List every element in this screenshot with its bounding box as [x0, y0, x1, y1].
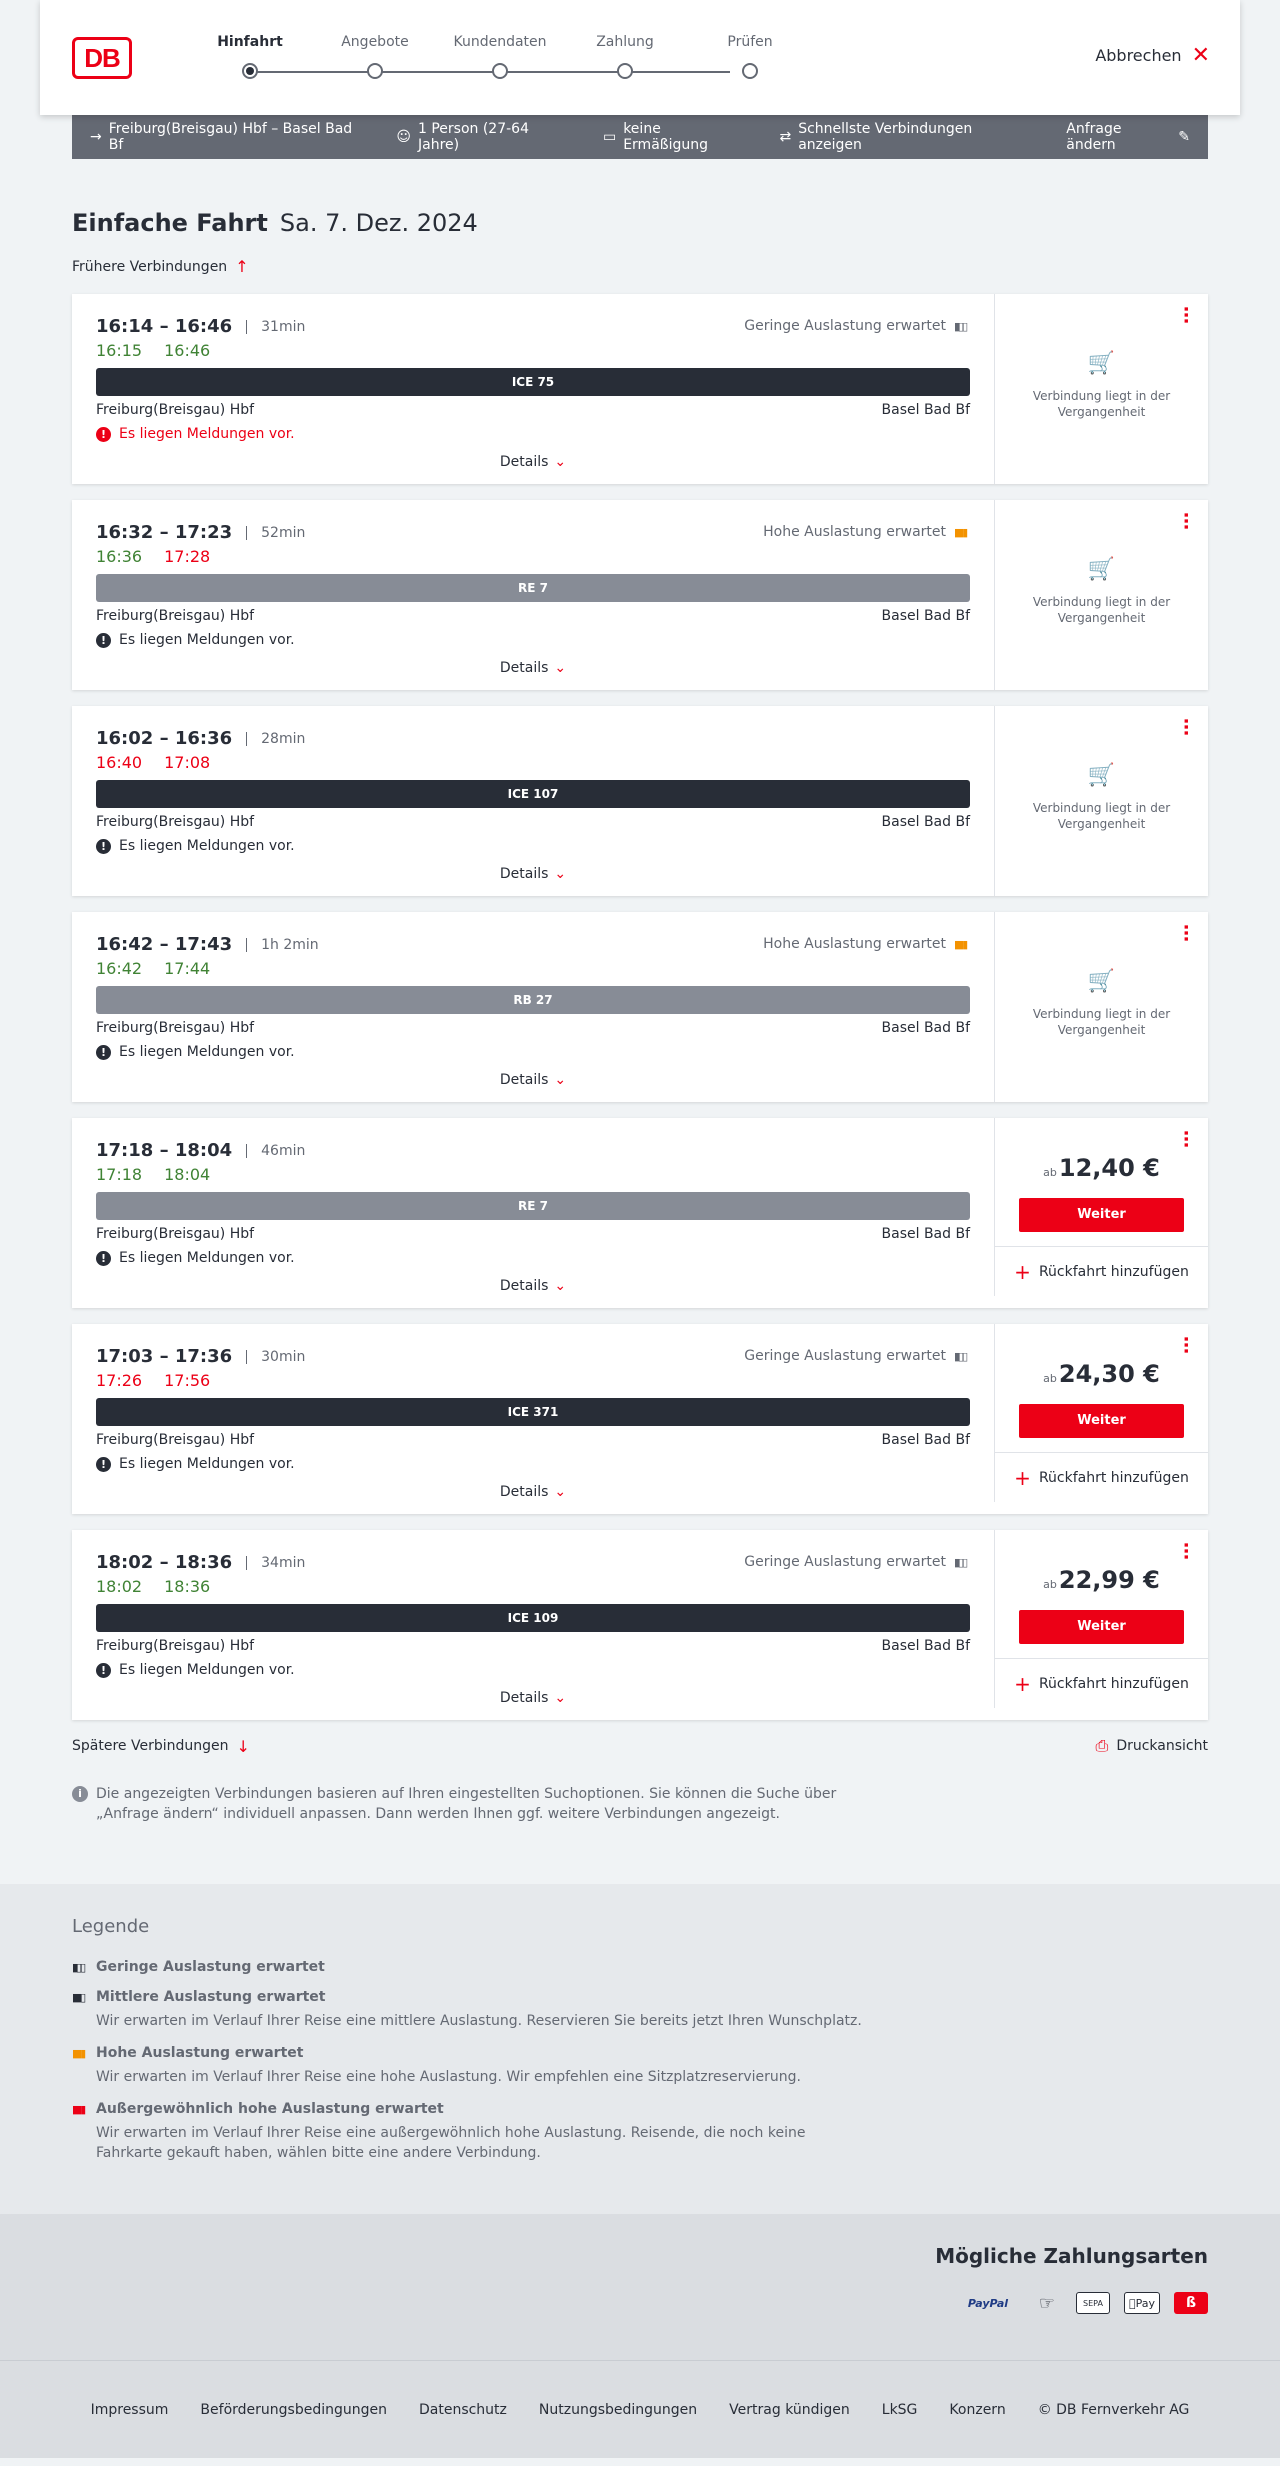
- past-connection-note: 🛒 Verbindung liegt in der Vergangenheit: [995, 974, 1208, 1038]
- payment-methods-title: Mögliche Zahlungsarten: [935, 2244, 1208, 2268]
- details-toggle[interactable]: Details ⌄: [499, 1278, 567, 1294]
- plus-icon: +: [1014, 1465, 1031, 1490]
- later-connections-link[interactable]: Spätere Verbindungen ↓: [72, 1736, 250, 1756]
- cart-icon: 🛒: [1087, 351, 1116, 376]
- connection-details: [72, 706, 994, 896]
- train-bar[interactable]: ICE 371: [96, 1398, 970, 1426]
- step-angebote: Angebote: [315, 34, 435, 79]
- legend-section: [0, 1884, 1280, 2214]
- search-summary-bar: [72, 115, 1208, 159]
- swap-icon: ⇄: [779, 129, 792, 145]
- origin-station: Freiburg(Breisgau) Hbf: [96, 1432, 255, 1448]
- footer-link-befoerderungsbedingungen[interactable]: Beförderungsbedingungen: [200, 2401, 387, 2418]
- credit-card-icon: ☞: [1038, 2292, 1056, 2314]
- realtime-departure: 16:42: [96, 959, 143, 978]
- past-connection-note: 🛒 Verbindung liegt in der Vergangenheit: [995, 768, 1208, 832]
- chevron-down-icon: ⌄: [554, 660, 567, 676]
- disruption-message: ! Es liegen Meldungen vor.: [96, 632, 970, 648]
- occupancy-high-icon: ▮▮▮: [954, 525, 967, 539]
- disruption-message: ! Es liegen Meldungen vor.: [96, 1456, 970, 1472]
- chevron-down-icon: ⌄: [554, 1278, 567, 1294]
- add-return-button[interactable]: + Rückfahrt hinzufügen: [995, 1246, 1208, 1296]
- disruption-message: ! Es liegen Meldungen vor.: [96, 1250, 970, 1266]
- train-bar[interactable]: RE 7: [96, 574, 970, 602]
- schedule-times: 18:02 – 18:36 34min: [96, 1552, 306, 1573]
- realtime-arrival: 16:46: [164, 341, 211, 360]
- travel-date: Sa. 7. Dez. 2024: [279, 209, 478, 237]
- origin-station: Freiburg(Breisgau) Hbf: [96, 814, 255, 830]
- card-icon: ▭: [602, 129, 617, 145]
- destination-station: Basel Bad Bf: [881, 1638, 970, 1654]
- details-toggle[interactable]: Details ⌄: [499, 866, 567, 882]
- page-footer: [0, 2360, 1280, 2458]
- destination-station: Basel Bad Bf: [881, 1432, 970, 1448]
- chevron-down-icon: ⌄: [554, 866, 567, 882]
- origin-station: Freiburg(Breisgau) Hbf: [96, 1226, 255, 1242]
- connection-details: [72, 1530, 994, 1720]
- connection-details: [72, 1118, 994, 1308]
- legend-item-medium: ▮▮▯ Mittlere Auslastung erwartet Wir erwarten im Verlauf Ihrer Reise eine mittlere Auslastung. Reservieren Sie bereits jetzt Ihren Wunschplatz.: [72, 1989, 862, 2029]
- arrow-right-icon: →: [90, 129, 102, 145]
- destination-station: Basel Bad Bf: [881, 1020, 970, 1036]
- duration: 34min: [261, 1554, 306, 1571]
- alert-icon: !: [96, 1251, 111, 1266]
- footer-link-impressum[interactable]: Impressum: [90, 2401, 169, 2418]
- edit-search-button[interactable]: Anfrage ändern ✎: [1066, 121, 1190, 153]
- pencil-icon: ✎: [1178, 129, 1190, 145]
- train-bar[interactable]: ICE 109: [96, 1604, 970, 1632]
- realtime-times: [96, 341, 970, 360]
- stations: [96, 1432, 970, 1448]
- occupancy-indicator: Hohe Auslastung erwartet ▮▮▮: [763, 936, 970, 952]
- cart-icon: 🛒: [1087, 763, 1116, 788]
- more-options-icon[interactable]: ⋯: [1175, 1542, 1196, 1560]
- train-bar[interactable]: RB 27: [96, 986, 970, 1014]
- passenger-summary: ☺ 1 Person (27-64 Jahre): [396, 121, 529, 153]
- occupancy-low-icon: ▮▯▯: [954, 1555, 967, 1569]
- offer-panel: [994, 294, 1208, 484]
- alert-icon: !: [96, 1457, 111, 1472]
- origin-station: Freiburg(Breisgau) Hbf: [96, 1020, 255, 1036]
- occupancy-low-icon: ▮▯▯: [954, 319, 967, 333]
- details-toggle[interactable]: Details ⌄: [499, 1690, 567, 1706]
- schedule-times: 17:03 – 17:36 30min: [96, 1346, 306, 1367]
- cancel-button[interactable]: Abbrechen ✕: [1095, 42, 1210, 68]
- alert-icon: !: [96, 1663, 111, 1678]
- page-title-row: [72, 209, 1208, 237]
- cart-icon: 🛒: [1087, 557, 1116, 582]
- occupancy-high-icon: ▮▮▮: [954, 937, 967, 951]
- realtime-times: [96, 547, 970, 566]
- footer-copyright: © DB Fernverkehr AG: [1037, 2401, 1190, 2418]
- realtime-times: [96, 1577, 970, 1596]
- realtime-departure: 17:26: [96, 1371, 143, 1390]
- continue-button[interactable]: Weiter: [1019, 1404, 1184, 1438]
- more-options-icon[interactable]: ⋯: [1175, 1130, 1196, 1148]
- offer-panel: [994, 1324, 1208, 1502]
- disruption-message: ! Es liegen Meldungen vor.: [96, 1044, 970, 1060]
- connection-card: [72, 294, 1208, 484]
- schedule-times: 16:02 – 16:36 28min: [96, 728, 306, 749]
- realtime-times: [96, 753, 970, 772]
- alert-icon: !: [96, 427, 111, 442]
- arrow-up-icon: ↑: [235, 257, 249, 276]
- chevron-down-icon: ⌄: [554, 1690, 567, 1706]
- paypal-icon: PayPal: [967, 2296, 1009, 2310]
- occupancy-high-icon: ▮▮▮: [72, 2046, 85, 2060]
- list-footer-row: [72, 1736, 1208, 1756]
- train-bar[interactable]: ICE 107: [96, 780, 970, 808]
- more-options-icon[interactable]: ⋯: [1175, 924, 1196, 942]
- realtime-arrival: 17:56: [164, 1371, 211, 1390]
- info-icon: i: [72, 1786, 88, 1802]
- connection-card: [72, 1324, 1208, 1514]
- offer-panel: [994, 1530, 1208, 1708]
- train-bar[interactable]: RE 7: [96, 1192, 970, 1220]
- occupancy-low-icon: ▮▯▯: [954, 1349, 967, 1363]
- add-return-button[interactable]: + Rückfahrt hinzufügen: [995, 1658, 1208, 1708]
- db-pay-icon: ß: [1174, 2292, 1208, 2314]
- more-options-icon[interactable]: ⋯: [1175, 1336, 1196, 1354]
- occupancy-exceptional-icon: ▮▮▮: [72, 2102, 85, 2116]
- connection-details: [72, 500, 994, 690]
- legend-item-high: ▮▮▮ Hohe Auslastung erwartet Wir erwarten im Verlauf Ihrer Reise eine hohe Auslastung. Wir empfehlen eine Sitzplatzreservierung.: [72, 2045, 801, 2085]
- details-toggle[interactable]: Details ⌄: [499, 660, 567, 676]
- footer-link-lksg[interactable]: LkSG: [881, 2401, 918, 2418]
- occupancy-indicator: Geringe Auslastung erwartet ▮▯▯: [744, 318, 970, 334]
- realtime-arrival: 18:04: [164, 1165, 211, 1184]
- more-options-icon[interactable]: ⋯: [1175, 512, 1196, 530]
- person-icon: ☺: [396, 129, 411, 145]
- destination-station: Basel Bad Bf: [881, 814, 970, 830]
- add-return-button[interactable]: + Rückfahrt hinzufügen: [995, 1452, 1208, 1502]
- occupancy-medium-icon: ▮▮▯: [72, 1990, 85, 2004]
- occupancy-low-icon: ▮▯▯: [72, 1960, 85, 1974]
- connection-details: [72, 1324, 994, 1514]
- sepa-icon: SEPA: [1076, 2292, 1110, 2314]
- price-display: ab22,99 €: [1043, 1566, 1160, 1594]
- footer-link-nutzungsbedingungen[interactable]: Nutzungsbedingungen: [538, 2401, 698, 2418]
- connection-details: [72, 912, 994, 1102]
- occupancy-indicator: Geringe Auslastung erwartet ▮▯▯: [744, 1348, 970, 1364]
- realtime-departure: 16:40: [96, 753, 143, 772]
- occupancy-indicator: Geringe Auslastung erwartet ▮▯▯: [744, 1554, 970, 1570]
- db-logo[interactable]: DB: [72, 37, 132, 79]
- alert-icon: !: [96, 1045, 111, 1060]
- legend-item-exceptional: ▮▮▮ Außergewöhnlich hohe Auslastung erwartet Wir erwarten im Verlauf Ihrer Reise eine außergewöhnlich hohe Auslastung. Reisende, die noch keine Fahrkarte gekauft haben, wählen bitte eine andere Verbindung.: [72, 2101, 806, 2161]
- realtime-arrival: 17:08: [164, 753, 211, 772]
- arrow-down-icon: ↓: [236, 1736, 250, 1756]
- connection-details: [72, 294, 994, 484]
- destination-station: Basel Bad Bf: [881, 608, 970, 624]
- details-toggle[interactable]: Details ⌄: [499, 1072, 567, 1088]
- earlier-connections-link[interactable]: Frühere Verbindungen ↑: [72, 257, 249, 276]
- connection-card: [72, 500, 1208, 690]
- realtime-times: [96, 1371, 970, 1390]
- close-icon: ✕: [1191, 42, 1210, 68]
- destination-station: Basel Bad Bf: [881, 402, 970, 418]
- connection-card: [72, 706, 1208, 896]
- apple-pay-icon: Pay: [1124, 2292, 1160, 2314]
- realtime-times: [96, 1165, 970, 1184]
- payment-icons: [958, 2292, 1208, 2314]
- payment-methods-section: [0, 2214, 1280, 2360]
- step-pruefen: Prüfen: [690, 34, 810, 79]
- page-title: Einfache Fahrt: [72, 209, 268, 237]
- stations: [96, 814, 970, 830]
- realtime-departure: 16:15: [96, 341, 143, 360]
- cart-icon: 🛒: [1087, 969, 1116, 994]
- schedule-times: 16:14 – 16:46 31min: [96, 316, 306, 337]
- continue-button[interactable]: Weiter: [1019, 1198, 1184, 1232]
- realtime-departure: 16:36: [96, 547, 143, 566]
- alert-icon: !: [96, 839, 111, 854]
- stations: [96, 1020, 970, 1036]
- schedule-times: 17:18 – 18:04 46min: [96, 1140, 306, 1161]
- route-summary: → Freiburg(Breisgau) Hbf – Basel Bad Bf: [90, 121, 353, 153]
- stations: [96, 402, 970, 418]
- offer-panel: [994, 912, 1208, 1102]
- connection-card: [72, 1530, 1208, 1720]
- duration: 31min: [261, 318, 306, 335]
- price-display: ab24,30 €: [1043, 1360, 1160, 1388]
- more-options-icon[interactable]: ⋯: [1175, 718, 1196, 736]
- alert-icon: !: [96, 633, 111, 648]
- more-options-icon[interactable]: ⋯: [1175, 306, 1196, 324]
- offer-panel: [994, 500, 1208, 690]
- connection-list: [72, 294, 1208, 1720]
- duration: 1h 2min: [261, 936, 319, 953]
- step-zahlung: Zahlung: [565, 34, 685, 79]
- origin-station: Freiburg(Breisgau) Hbf: [96, 402, 255, 418]
- connection-card: [72, 912, 1208, 1102]
- footer-link-konzern[interactable]: Konzern: [949, 2401, 1006, 2418]
- duration: 30min: [261, 1348, 306, 1365]
- chevron-down-icon: ⌄: [554, 1072, 567, 1088]
- stations: [96, 1226, 970, 1242]
- disruption-message: ! Es liegen Meldungen vor.: [96, 838, 970, 854]
- schedule-times: 16:42 – 17:43 1h 2min: [96, 934, 319, 955]
- stations: [96, 608, 970, 624]
- details-toggle[interactable]: Details ⌄: [499, 1484, 567, 1500]
- results-main: [72, 209, 1208, 1824]
- realtime-arrival: 18:36: [164, 1577, 211, 1596]
- stations: [96, 1638, 970, 1654]
- checkout-header: [40, 0, 1240, 115]
- chevron-down-icon: ⌄: [554, 454, 567, 470]
- realtime-arrival: 17:44: [164, 959, 211, 978]
- legend-title: Legende: [72, 1916, 150, 1937]
- origin-station: Freiburg(Breisgau) Hbf: [96, 1638, 255, 1654]
- past-connection-note: 🛒 Verbindung liegt in der Vergangenheit: [995, 562, 1208, 626]
- realtime-times: [96, 959, 970, 978]
- step-hinfahrt: Hinfahrt: [190, 34, 310, 79]
- footer-link-vertrag-kuendigen[interactable]: Vertrag kündigen: [729, 2401, 850, 2418]
- option-summary: ⇄ Schnellste Verbindungen anzeigen: [779, 121, 973, 153]
- train-bar[interactable]: ICE 75: [96, 368, 970, 396]
- destination-station: Basel Bad Bf: [881, 1226, 970, 1242]
- disruption-message: ! Es liegen Meldungen vor.: [96, 426, 970, 442]
- plus-icon: +: [1014, 1671, 1031, 1696]
- realtime-departure: 17:18: [96, 1165, 143, 1184]
- footer-link-datenschutz[interactable]: Datenschutz: [418, 2401, 507, 2418]
- past-connection-note: 🛒 Verbindung liegt in der Vergangenheit: [995, 356, 1208, 420]
- offer-panel: [994, 706, 1208, 896]
- duration: 52min: [261, 524, 306, 541]
- plus-icon: +: [1014, 1259, 1031, 1284]
- legend-item-low: ▮▯▯ Geringe Auslastung erwartet: [72, 1959, 325, 1975]
- info-note: i Die angezeigten Verbindungen basieren auf Ihren eingestellten Suchoptionen. Sie können die Suche über „Anfrage ändern“ individuell anpassen. Dann werden Ihnen ggf. weitere Verbindungen angezeigt.: [72, 1784, 852, 1824]
- printer-icon: ⎙: [1095, 1736, 1109, 1755]
- realtime-arrival: 17:28: [164, 547, 211, 566]
- details-toggle[interactable]: Details ⌄: [499, 454, 567, 470]
- chevron-down-icon: ⌄: [554, 1484, 567, 1500]
- realtime-departure: 18:02: [96, 1577, 143, 1596]
- price-display: ab12,40 €: [1043, 1154, 1160, 1182]
- schedule-times: 16:32 – 17:23 52min: [96, 522, 306, 543]
- offer-panel: [994, 1118, 1208, 1296]
- connection-card: [72, 1118, 1208, 1308]
- duration: 28min: [261, 730, 306, 747]
- discount-summary: ▭ keine Ermäßigung: [602, 121, 709, 153]
- duration: 46min: [261, 1142, 306, 1159]
- occupancy-indicator: Hohe Auslastung erwartet ▮▮▮: [763, 524, 970, 540]
- origin-station: Freiburg(Breisgau) Hbf: [96, 608, 255, 624]
- progress-steps: [210, 34, 773, 84]
- print-view-link[interactable]: ⎙ Druckansicht: [1095, 1736, 1208, 1755]
- continue-button[interactable]: Weiter: [1019, 1610, 1184, 1644]
- step-kundendaten: Kundendaten: [440, 34, 560, 79]
- disruption-message: ! Es liegen Meldungen vor.: [96, 1662, 970, 1678]
